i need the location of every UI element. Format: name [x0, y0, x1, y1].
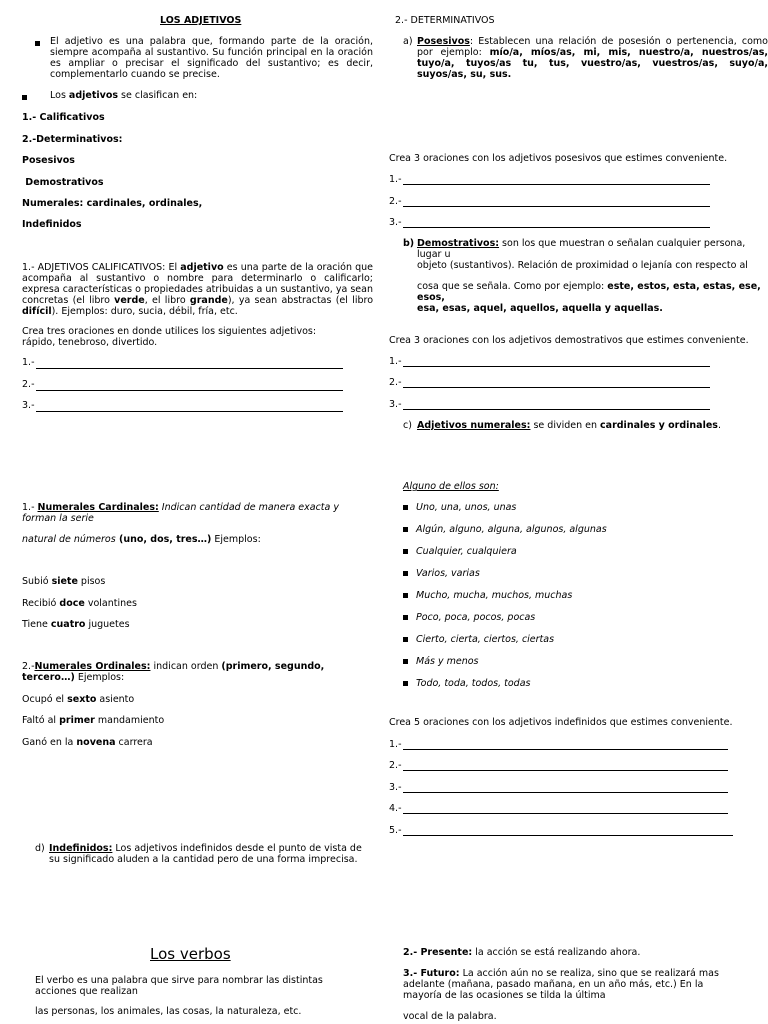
task-text: Crea 3 oraciones con los adjetivos posesivos que estimes conveniente. — [389, 153, 728, 164]
list-item: Uno, una, unos, unas — [416, 502, 517, 513]
bullet-icon — [403, 503, 408, 514]
determinativos-title: 2.- DETERMINATIVOS — [395, 15, 495, 26]
list-item: Posesivos — [22, 155, 75, 166]
posesivos-paragraph: Posesivos: Establecen una relación de posesión o pertenencia, como por ejemplo: mío/a, míos/as, mi, mis, nuestro/a, nuestros/as, tuyo/a, tuyos/as tu, tus, vuestro/as, vuestros/as, suyo/a, suyos/as, su, sus. — [417, 36, 768, 80]
answer-number: 1.- — [389, 174, 402, 185]
answer-number: 1.- — [389, 356, 402, 367]
answer-line[interactable] — [403, 792, 728, 793]
indefinidos-letter: d) — [35, 843, 45, 854]
task-text: Crea 5 oraciones con los adjetivos indefinidos que estimes conveniente. — [389, 717, 733, 728]
verbs-paragraph-2: las personas, los animales, las cosas, la naturaleza, etc. — [35, 1006, 302, 1017]
example-line: Recibió doce volantines — [22, 598, 137, 609]
presente-line: 2.- Presente: la acción se está realizando ahora. — [403, 947, 641, 958]
list-item: Numerales: cardinales, ordinales, — [22, 198, 203, 209]
bullet-icon — [35, 39, 40, 50]
cardinales-heading: 1.- Numerales Cardinales: Indican cantidad de manera exacta y forman la serie — [22, 502, 339, 524]
bullet-icon — [22, 93, 27, 104]
indefinidos-paragraph: Indefinidos: Los adjetivos indefinidos desde el punto de vista de su significado aluden a la cantidad pero de una forma imprecisa. — [49, 843, 362, 865]
numerales-paragraph: Adjetivos numerales: se dividen en cardinales y ordinales. — [417, 420, 721, 431]
list-item: Varios, varias — [416, 568, 480, 579]
futuro-paragraph: 3.- Futuro: La acción aún no se realiza, sino que se realizará mas adelante (mañana, pasado mañana, en un año más, etc.) En la mayoría de las ocasiones se tilda la última — [403, 968, 719, 1001]
answer-line[interactable] — [403, 770, 728, 771]
answer-number: 2.- — [389, 196, 402, 207]
verbs-title: Los verbos — [150, 945, 231, 963]
list-item: Más y menos — [416, 656, 479, 667]
answer-number: 2.- — [22, 379, 35, 390]
answer-number: 1.- — [389, 739, 402, 750]
example-line: Subió siete pisos — [22, 576, 106, 587]
answer-line[interactable] — [403, 366, 710, 367]
bullet-icon — [403, 635, 408, 646]
demostrativos-paragraph: Demostrativos: son los que muestran o señalan cualquier persona, lugar u — [417, 238, 746, 260]
demostrativos-words: esa, esas, aquel, aquellos, aquella y aquellas. — [417, 303, 663, 314]
answer-line[interactable] — [403, 227, 710, 228]
answer-line[interactable] — [403, 409, 710, 410]
example-line: Faltó al primer mandamiento — [22, 715, 165, 726]
indefinidos-intro: Alguno de ellos son: — [403, 481, 499, 492]
answer-number: 3.- — [389, 782, 402, 793]
answer-number: 3.- — [22, 400, 35, 411]
ordinales-heading: 2.-Numerales Ordinales: indican orden (primero, segundo, tercero…) Ejemplos: — [22, 661, 325, 683]
answer-line[interactable] — [403, 206, 710, 207]
answer-line[interactable] — [403, 835, 733, 836]
verbs-paragraph: El verbo es una palabra que sirve para nombrar las distintas acciones que realizan — [35, 975, 323, 997]
calificativos-paragraph: 1.- ADJETIVOS CALIFICATIVOS: El adjetivo es una parte de la oración que acompaña al sustantivo o nombre para determinarlo o calificarlo; expresa características o propiedades atribuidas a un sustantivo, ya sean concretas (el libro verde, el libro grande), ya sean abstractas (el libro difícil). Ejemplos: duro, sucia, débil, fría, etc. — [22, 262, 374, 317]
answer-line[interactable] — [36, 411, 343, 412]
list-item: 1.- Calificativos — [22, 112, 105, 123]
example-line: Ocupó el sexto asiento — [22, 694, 135, 705]
answer-line[interactable] — [36, 368, 343, 369]
bullet-icon — [403, 547, 408, 558]
list-item: Demostrativos — [22, 177, 104, 188]
list-item: Cualquier, cualquiera — [416, 546, 517, 557]
answer-number: 2.- — [389, 760, 402, 771]
demostrativos-line3: cosa que se señala. Como por ejemplo: este, estos, esta, estas, ese, esos, — [417, 281, 761, 303]
example-line: Ganó en la novena carrera — [22, 737, 153, 748]
task-text: Crea tres oraciones en donde utilices los siguientes adjetivos: rápido, tenebroso, divertido. — [22, 326, 317, 348]
list-item: 2.-Determinativos: — [22, 134, 123, 145]
answer-number: 1.- — [22, 357, 35, 368]
bullet-icon — [403, 591, 408, 602]
answer-number: 3.- — [389, 217, 402, 228]
intro-paragraph: El adjetivo es una palabra que, formando parte de la oración, siempre acompaña al sustantivo. Su función principal en la oración es ampliar o precisar el significado del sustantivo; es decir, complementarlo cuando se precise. — [50, 36, 373, 80]
answer-line[interactable] — [403, 749, 728, 750]
page-title: LOS ADJETIVOS — [160, 15, 242, 26]
list-item: Algún, alguno, alguna, algunos, algunas — [416, 524, 607, 535]
bullet-icon — [403, 569, 408, 580]
bullet-icon — [403, 679, 408, 690]
task-text: Crea 3 oraciones con los adjetivos demostrativos que estimes conveniente. — [389, 335, 749, 346]
list-item: Indefinidos — [22, 219, 82, 230]
posesivos-letter: a) — [403, 36, 413, 47]
answer-number: 4.- — [389, 803, 402, 814]
answer-number: 3.- — [389, 399, 402, 410]
list-item: Poco, poca, pocos, pocas — [416, 612, 536, 623]
bullet-icon — [403, 657, 408, 668]
example-line: Tiene cuatro juguetes — [22, 619, 130, 630]
futuro-end: vocal de la palabra. — [403, 1011, 497, 1022]
answer-line[interactable] — [403, 387, 710, 388]
bullet-icon — [403, 613, 408, 624]
demostrativos-letter: b) — [403, 238, 415, 249]
answer-number: 2.- — [389, 377, 402, 388]
list-item: Mucho, mucha, muchos, muchas — [416, 590, 573, 601]
classify-sentence: Los adjetivos se clasifican en: — [50, 90, 198, 101]
cardinales-line2: natural de números (uno, dos, tres…) Ejemplos: — [22, 534, 261, 545]
answer-line[interactable] — [36, 390, 343, 391]
demostrativos-line2: objeto (sustantivos). Relación de proximidad o lejanía con respecto al — [417, 260, 748, 271]
list-item: Todo, toda, todos, todas — [416, 678, 531, 689]
answer-line[interactable] — [403, 813, 728, 814]
list-item: Cierto, cierta, ciertos, ciertas — [416, 634, 555, 645]
bullet-icon — [403, 525, 408, 536]
answer-line[interactable] — [403, 184, 710, 185]
numerales-letter: c) — [403, 420, 412, 431]
answer-number: 5.- — [389, 825, 402, 836]
